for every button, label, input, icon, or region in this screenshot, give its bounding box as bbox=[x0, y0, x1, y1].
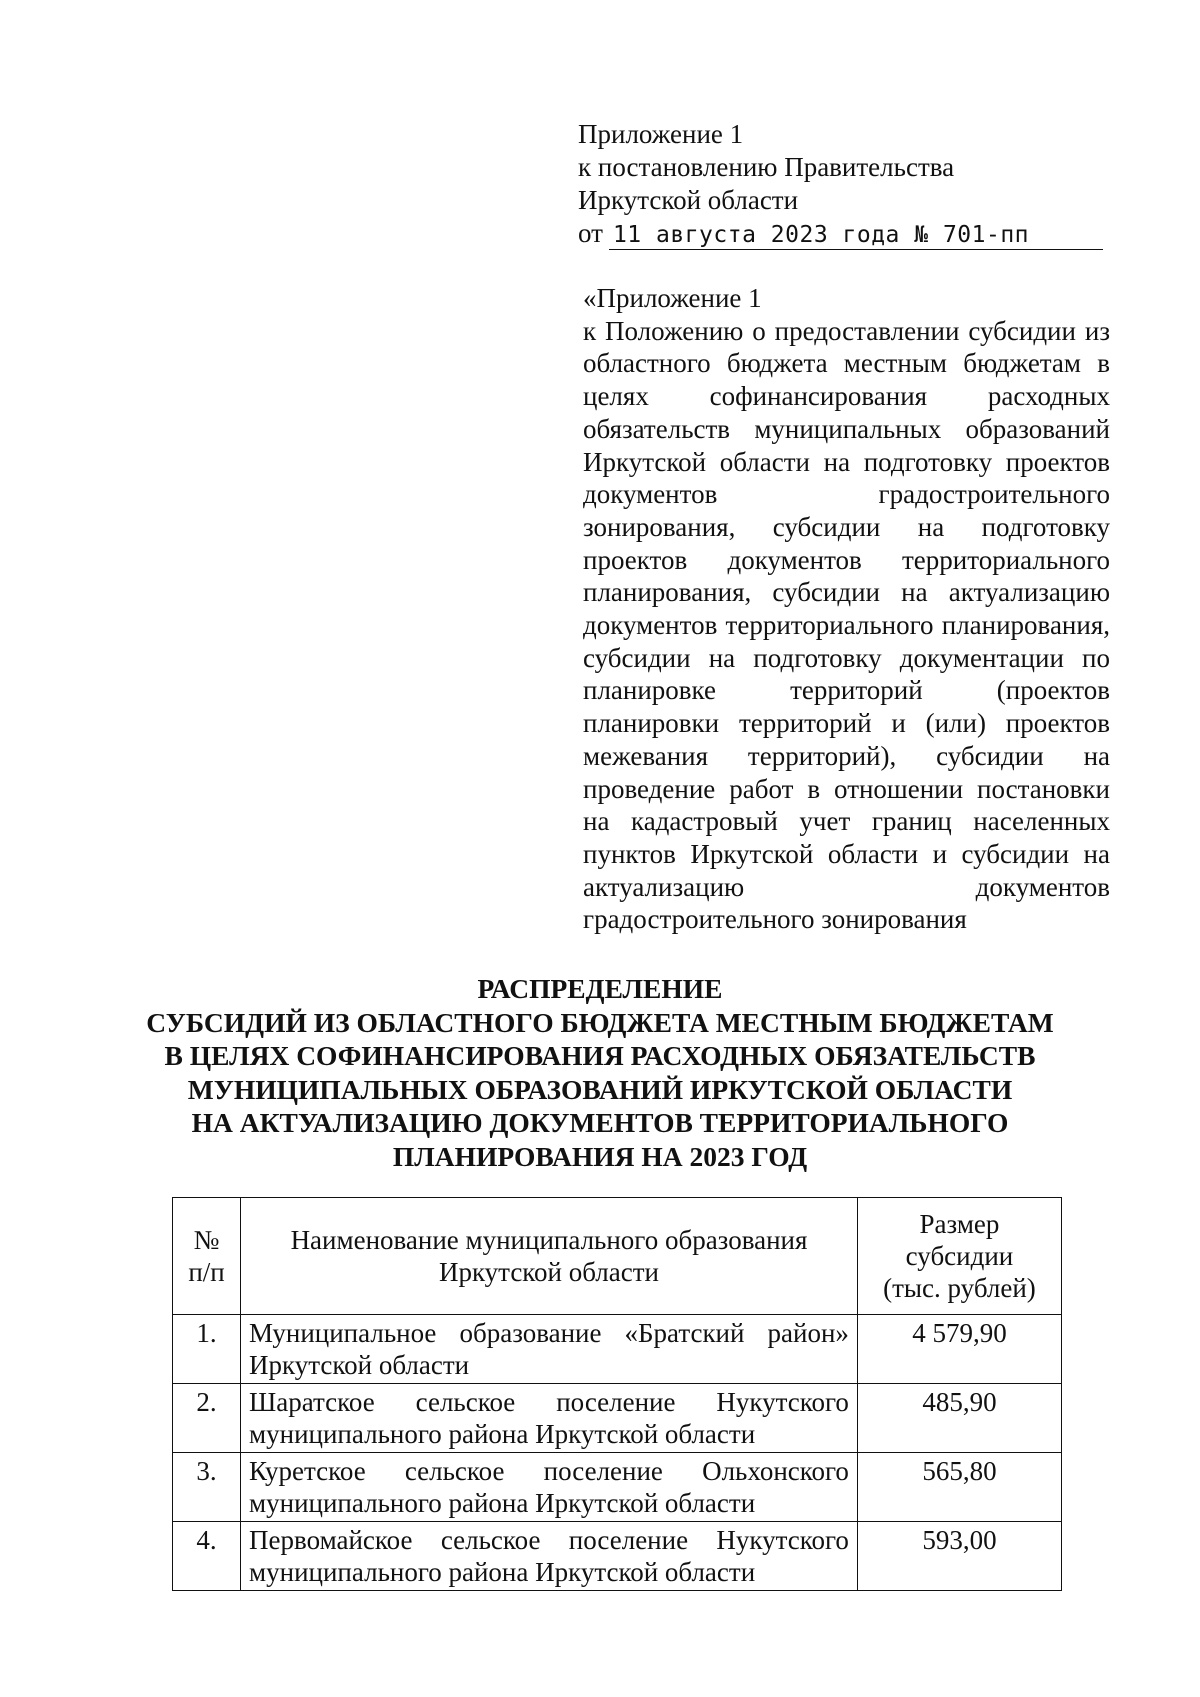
heading-line: МУНИЦИПАЛЬНЫХ ОБРАЗОВАНИЙ ИРКУТСКОЙ ОБЛАСТИ bbox=[187, 1073, 1013, 1105]
annex-block bbox=[583, 282, 1110, 936]
row-subsidy-amount: 593,00 bbox=[857, 1522, 1061, 1591]
header-sum-line-2: субсидии bbox=[905, 1241, 1014, 1271]
heading-line: РАСПРЕДЕЛЕНИЕ bbox=[477, 973, 723, 1004]
table-header-row bbox=[173, 1198, 1062, 1315]
header-number bbox=[173, 1198, 241, 1315]
row-number: 4. bbox=[173, 1522, 241, 1591]
document-heading bbox=[100, 972, 1100, 1173]
approval-block bbox=[578, 118, 1108, 250]
table-row bbox=[173, 1384, 1062, 1453]
table-row bbox=[173, 1522, 1062, 1591]
subsidy-table bbox=[172, 1197, 1062, 1591]
header-number-line-2: п/п bbox=[188, 1257, 225, 1287]
row-municipality: Муниципальное образование «Братский район» Иркутской области bbox=[241, 1315, 858, 1384]
row-municipality: Шаратское сельское поселение Нукутского муниципального района Иркутской области bbox=[241, 1384, 858, 1453]
header-name-line-1: Наименование муниципального образования bbox=[290, 1225, 808, 1255]
row-subsidy-amount: 485,90 bbox=[857, 1384, 1061, 1453]
header-name-line-2: Иркутской области bbox=[438, 1257, 660, 1287]
subsidy-table-wrapper bbox=[172, 1197, 1062, 1591]
row-subsidy-amount: 565,80 bbox=[857, 1453, 1061, 1522]
heading-line: СУБСИДИЙ ИЗ ОБЛАСТНОГО БЮДЖЕТА МЕСТНЫМ БЮДЖЕТАМ bbox=[146, 1006, 1054, 1038]
approval-date-number: 11 августа 2023 года № 701-пп bbox=[609, 221, 1103, 250]
approval-line-1: Приложение 1 bbox=[578, 119, 744, 149]
approval-line-3: Иркутской области bbox=[578, 185, 799, 215]
header-sum bbox=[857, 1198, 1061, 1315]
row-municipality: Первомайское сельское поселение Нукутского муниципального района Иркутской области bbox=[241, 1522, 858, 1591]
header-number-line-1: № bbox=[193, 1225, 220, 1255]
row-number: 3. bbox=[173, 1453, 241, 1522]
row-municipality: Куретское сельское поселение Ольхонского муниципального района Иркутской области bbox=[241, 1453, 858, 1522]
approval-line-2: к постановлению Правительства bbox=[578, 152, 955, 182]
table-row bbox=[173, 1453, 1062, 1522]
row-number: 1. bbox=[173, 1315, 241, 1384]
approval-date-line bbox=[578, 217, 1108, 250]
row-number: 2. bbox=[173, 1384, 241, 1453]
heading-line: НА АКТУАЛИЗАЦИЮ ДОКУМЕНТОВ ТЕРРИТОРИАЛЬНОГО bbox=[191, 1107, 1009, 1138]
heading-line: ПЛАНИРОВАНИЯ НА 2023 ГОД bbox=[392, 1140, 808, 1172]
heading-line: В ЦЕЛЯХ СОФИНАНСИРОВАНИЯ РАСХОДНЫХ ОБЯЗАТЕЛЬСТВ bbox=[164, 1040, 1036, 1071]
row-subsidy-amount: 4 579,90 bbox=[857, 1315, 1061, 1384]
header-name bbox=[241, 1198, 858, 1315]
header-sum-line-3: (тыс. рублей) bbox=[883, 1273, 1036, 1303]
table-row bbox=[173, 1315, 1062, 1384]
header-sum-line-1: Размер bbox=[919, 1209, 1000, 1239]
annex-title: «Приложение 1 bbox=[583, 283, 762, 313]
approval-from-label: от bbox=[578, 218, 603, 248]
annex-text: к Положению о предоставлении субсидии из областного бюджета местным бюджетам в целях софинансирования расходных обязательств муниципальных образований Иркутской области на подготовку проектов документов градостроительного зонирования, субсидии на подготовку проектов документов территориального планирования, субсидии на актуализацию документов территориального планирования, субсидии на подготовку документации по планировке территорий (проектов планировки территорий и (или) проектов межевания территорий), субсидии на проведение работ в отношении постановки на кадастровый учет границ населенных пунктов Иркутской области и субсидии на актуализацию документов градостроительного зонирования bbox=[583, 315, 1110, 935]
